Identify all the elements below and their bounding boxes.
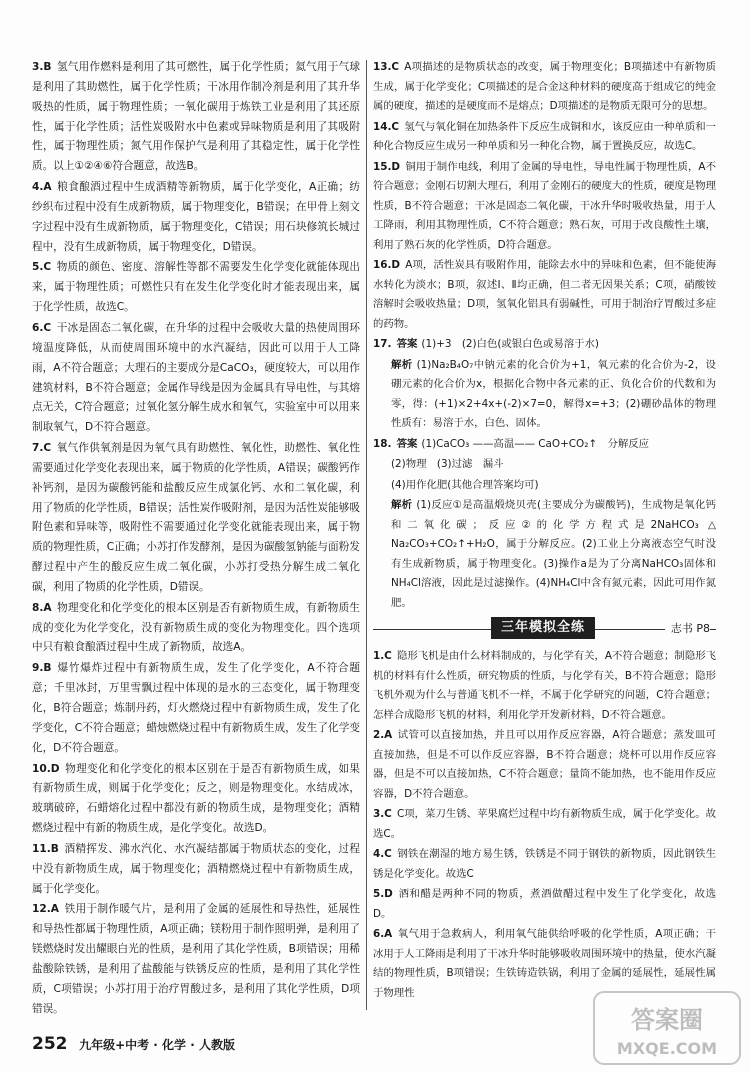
- section-title: 三年模拟全练: [491, 617, 595, 639]
- answer-number: 18.: [373, 437, 392, 450]
- page-footer: [32, 1034, 235, 1062]
- answer-text: 氢气用作燃料是利用了其可燃性，属于化学性质；氦气用于气球是利用了其助燃性，属于化学性质；干冰用作制冷剂是利用了其升华吸热的性质，属于物理性质；一氧化碳用于炼铁工业是利用了其还原性，属于化学性质；活性炭吸附水中色素或异味物质是利用了其吸附性，属于物理性质；氮气用作保护气是利用了其稳定性，属于化学性质。以上①②④⑥符合题意，故选B。: [32, 61, 360, 173]
- answer-text: 铜用于制作电线，利用了金属的导电性，导电性属于物理性质，A不符合题意；金刚石切割大理石，利用了金刚石的硬度大的性质，硬度是物理性质，B不符合题意；干冰是固态二氧化碳，干冰升华时吸收热量，用于人工降雨，利用其物理性质，C不符合题意；熟石灰，可用于改良酸性土壤，利用了熟石灰的化学性质，D符合题意。: [373, 160, 716, 251]
- answer-item: [373, 496, 716, 613]
- answer-label: 解析: [391, 499, 413, 511]
- answer-number: 7.C: [32, 442, 52, 455]
- answer-text: (1)反应①是高温煅烧贝壳(主要成分为碳酸钙)，生成物是氧化钙和二氧化碳；反应②的化学方程式是2NaHCO₃ △ Na₂CO₃+CO₂↑+H₂O，属于分解反应。(2)工业上分离液态空气时没有生成新物质，属于物理变化。(3)操作a是为了分离NaHCO₃固体和NH₄Cl溶液，因此是过滤操作。(4)NH₄Cl中含有氮元素，因此可用作氮肥。: [391, 499, 717, 609]
- answer-text: 酒和醋是两种不同的物质，煮酒做醋过程中发生了化学变化，故选D。: [373, 888, 716, 920]
- answer-item: [32, 659, 360, 758]
- answer-number: 12.A: [32, 903, 59, 916]
- answer-number: 5.C: [32, 261, 52, 274]
- answer-number: 17.: [373, 338, 392, 350]
- watermark-logo: [592, 990, 742, 1066]
- section-answer-list: [373, 647, 716, 1003]
- answer-text: A项描述的是物质状态的改变，属于物理变化；B项描述中有新物质生成，属于化学变化；C项描述的是合金这种材料的硬度高于组成它的纯金属的硬度，描述的是硬度而不是熔点；D项描述的是物质无限可分的思想。: [373, 61, 716, 112]
- answer-label: 解析: [391, 358, 413, 371]
- answer-text: C项，菜刀生锈、苹果腐烂过程中均有新物质生成，属于化学变化。故选C。: [373, 808, 716, 840]
- answer-text: 氧气作供氧剂是因为氧气具有助燃性、氧化性，助燃性、氧化性需要通过化学变化表现出来，属于物质的化学性质，A错误；碳酸钙作补钙剂，是因为碳酸钙能和盐酸反应生成氯化钙、水和二氧化碳，利用了物质的化学性质，B错误；活性炭作吸附剂，是因为活性炭能够吸附色素和异味等，吸附性不需要通过化学变化就能表现出来，属于物质的物理性质，C正确；小苏打作发酵剂，是因为碳酸氢钠能与面粉发酵过程中产生的酸反应生成二氧化碳，小苏打受热分解生成二氧化碳，利用了物质的化学性质，D错误。: [32, 442, 360, 593]
- answer-text: 氧气用于急救病人，利用氧气能供给呼吸的化学性质，A项正确；干冰用于人工降雨是利用了干冰升华时能够吸收周围环境中的热量，使水汽凝结的物理性质，B项错误；生铁铸造铁锅，利用了金属的延展性，延展性属于物理性: [373, 928, 716, 999]
- answer-number: 9.B: [32, 662, 52, 675]
- answer-number: 4.C: [373, 848, 392, 860]
- answer-label: 答案: [396, 437, 418, 450]
- answer-text: (1)Na₂B₄O₇中钠元素的化合价为+1，氧元素的化合价为-2，设硼元素的化合价为x，根据化合物中各元素的正、负化合价的代数和为零，得：(+1)×2+4x+(-2)×7=0，解得x=+3；(2)硼砂晶体的物理性质有：易溶于水，白色、固体。: [391, 358, 716, 429]
- answer-number: 6.C: [32, 321, 52, 334]
- answer-item: [373, 435, 716, 455]
- answer-item: [32, 178, 360, 257]
- answer-item: [32, 599, 360, 659]
- answer-text: (1)+3 (2)白色(或银白色或易溶于水): [421, 338, 599, 350]
- answer-number: 16.D: [373, 259, 401, 271]
- answer-number: 5.D: [373, 888, 393, 900]
- answer-text: A项，活性炭具有吸附作用，能除去水中的异味和色素，但不能使海水转化为淡水；B项，叙述Ⅰ、Ⅱ均正确，但二者无因果关系；C项，硝酸铵溶解时会吸收热量；D项，氢氧化铝具有弱碱性，可用于制治疗胃酸过多症的药物。: [373, 259, 716, 330]
- answer-item: [373, 476, 716, 496]
- answer-text: 物质的颜色、密度、溶解性等都不需要发生化学变化就能体现出来，属于物理性质；可燃性只有在发生化学变化时才能表现出来，属于化学性质，故选C。: [32, 261, 360, 314]
- answer-item: [373, 58, 716, 117]
- answer-item: [373, 158, 716, 256]
- answer-number: 1.C: [373, 650, 392, 662]
- section-reference: 志书 P8: [665, 617, 710, 641]
- answer-item: [373, 256, 716, 334]
- answer-text: (4)用作化肥(其他合理答案均可): [391, 478, 539, 491]
- answer-item: [32, 319, 360, 438]
- answer-item: [32, 760, 360, 839]
- answer-item: [373, 845, 716, 884]
- answer-text: 酒精挥发、沸水汽化、水汽凝结都属于物质状态的变化，过程中没有新物质生成，属于物理变化；酒精燃烧过程中有新物质生成，属于化学变化。: [32, 842, 360, 895]
- answer-label: 答案: [396, 338, 418, 350]
- answer-item: [373, 885, 716, 924]
- answer-item: [373, 118, 716, 157]
- column-divider: [366, 60, 367, 1010]
- watermark-text-top: 答案圈: [631, 1006, 703, 1034]
- answer-number: 3.B: [32, 61, 52, 73]
- answer-number: 2.A: [373, 729, 393, 741]
- answer-text: 钢铁在潮湿的地方易生锈，铁锈是不同于钢铁的新物质，因此钢铁生锈是化学变化。故选C: [373, 848, 716, 880]
- right-answer-list: [373, 58, 716, 613]
- answer-text: 铁用于制作暖气片，是利用了金属的延展性和导热性，延展性和导热性都属于物理性质，A项正确；镁粉用于制作照明弹，是利用了镁燃烧时发出耀眼白光的性质，是利用了其化学性质，B项错误；用稀盐酸除铁锈，是利用了盐酸能与铁锈反应的性质，是利用了其化学性质，C项错误；小苏打用于治疗胃酸过多，是利用了其化学性质，D项错误。: [32, 903, 360, 1015]
- answer-text: 干冰是固态二氧化碳，在升华的过程中会吸收大量的热使周围环境温度降低，从而使周围环境中的水汽凝结，因此可以用于人工降雨，A不符合题意；大理石的主要成分是CaCO₃，硬度较大，可以用作建筑材料，B不符合题意；金属作导线是因为金属具有导电性，与其熔点无关，C符合题意；过氧化氢分解生成水和氧气，实验室中可以用来制取氧气，D不符合题意。: [32, 321, 360, 434]
- answer-number: 14.C: [373, 120, 400, 133]
- answer-text: (1)CaCO₃ ——高温—— CaO+CO₂↑ 分解反应: [421, 437, 650, 450]
- answer-number: 15.D: [373, 160, 401, 173]
- page-number: 252: [32, 1034, 68, 1054]
- book-title: 九年级+中考 · 化学 · 人教版: [79, 1038, 235, 1052]
- answer-text: 粮食酿酒过程中生成酒精等新物质，属于化学变化，A正确；纺纱织布过程中没有生成新物质，属于物理变化，B错误；在甲骨上刻文字过程中没有生成新物质，属于物理变化，C错误；用石块修筑长城过程中，没有生成新物质，属于物理变化，D错误。: [32, 181, 360, 253]
- answer-number: 3.C: [373, 808, 392, 820]
- answer-number: 11.B: [32, 842, 59, 855]
- answer-number: 6.A: [373, 928, 393, 940]
- answer-text: 物理变化和化学变化的根本区别是否有新物质生成，有新物质生成的变化为化学变化，没有新物质生成的变化为物理变化。四个选项中只有粮食酿酒过程中生成了新物质，故选A。: [32, 601, 360, 654]
- watermark-text-bottom: MXQE.COM: [616, 1039, 718, 1058]
- answer-number: 10.D: [32, 762, 60, 775]
- answer-number: 8.A: [32, 601, 52, 614]
- answer-item: [32, 439, 360, 598]
- answer-item: [373, 726, 716, 804]
- answer-item: [32, 900, 360, 1019]
- answer-item: [373, 647, 716, 725]
- answer-text: 氢气与氧化铜在加热条件下反应生成铜和水，该反应由一种单质和一种化合物反应生成另一种单质和另一种化合物，属于置换反应，故选C。: [373, 120, 716, 152]
- answer-item: [373, 455, 716, 475]
- left-column: [32, 58, 360, 1021]
- answer-text: 试管可以直接加热，并且可以用作反应容器，A符合题意；蒸发皿可直接加热，但是不可以作反应容器，B不符合题意；烧杯可以用作反应容器，但是不可以直接加热，C不符合题意；量筒不能加热，也不能用作反应容器，D不符合题意。: [373, 729, 716, 800]
- answer-item: [373, 335, 716, 355]
- answer-item: [32, 58, 360, 177]
- answer-text: (2)物理 (3)过滤 漏斗: [391, 458, 504, 470]
- answer-number: 13.C: [373, 61, 400, 73]
- right-column: [373, 58, 716, 1004]
- answer-item: [32, 840, 360, 900]
- section-header: [373, 617, 716, 641]
- answer-item: [373, 805, 716, 844]
- answer-item: [373, 356, 716, 434]
- answer-item: [32, 258, 360, 318]
- answer-text: 物理变化和化学变化的根本区别在于是否有新物质生成，如果有新物质生成，则属于化学变化；反之，则是物理变化。水结成冰，玻璃破碎，石蜡熔化过程中都没有新的物质生成，是物理变化；酒精燃烧过程中有新的物质生成，是化学变化。故选D。: [32, 762, 360, 835]
- answer-number: 4.A: [32, 181, 52, 194]
- answer-text: 爆竹爆炸过程中有新物质生成，发生了化学变化，A不符合题意；千里冰封，万里雪飘过程中体现的是水的三态变化，属于物理变化，B符合题意；炼制丹药，灯火燃烧过程中有新物质生成，发生了化学变化，C不符合题意；蜡烛燃烧过程中有新物质生成，发生了化学变化，D不符合题意。: [32, 662, 360, 754]
- answer-text: 隐形飞机是由什么材料制成的，与化学有关，A不符合题意；制隐形飞机的材料有什么性质，研究物质的性质，与化学有关，B不符合题意；隐形飞机外观为什么与普通飞机不一样，不属于化学研究的问题，C符合题意；怎样合成隐形飞机的材料，利用化学开发新材料，D不符合题意。: [373, 650, 716, 721]
